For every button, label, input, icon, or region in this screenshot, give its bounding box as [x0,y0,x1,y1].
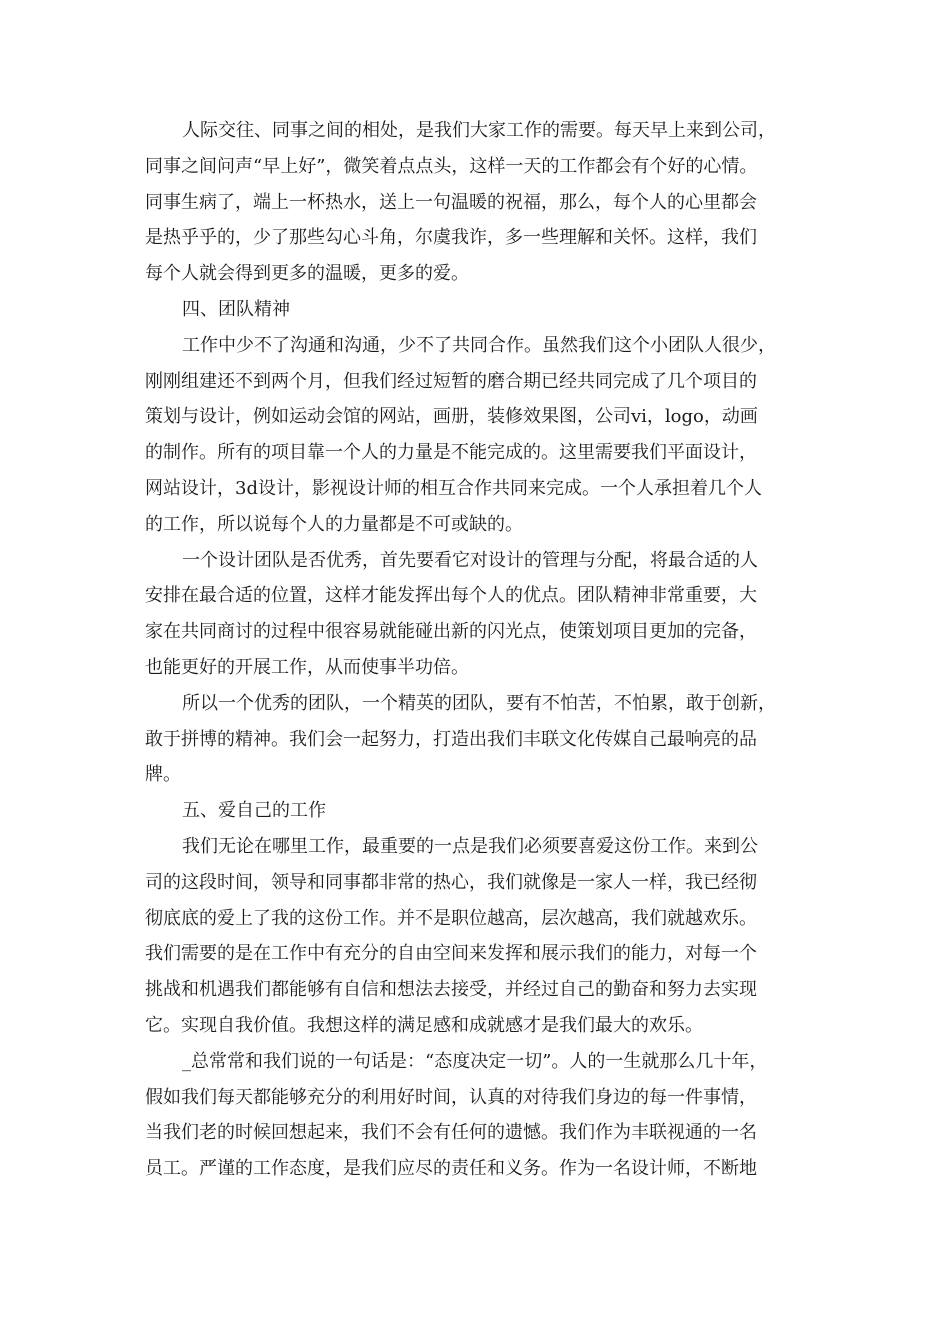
paragraph-line: 同事生病了，端上一杯热水，送上一句温暖的祝福，那么，每个人的心里都会 [145,191,757,213]
paragraph-line: 网站设计，3d设计，影视设计师的相互合作共同来完成。一个人承担着几个人 [145,477,762,499]
paragraph-line: 工作中少不了沟通和沟通，少不了共同合作。虽然我们这个小团队人很少， [182,334,776,356]
paragraph-line: 刚刚组建还不到两个月，但我们经过短暂的磨合期已经共同完成了几个项目的 [145,370,757,392]
paragraph-line: 我们需要的是在工作中有充分的自由空间来发挥和展示我们的能力，对每一个 [145,943,757,965]
paragraph-line: 的制作。所有的项目靠一个人的力量是不能完成的。这里需要我们平面设计， [145,442,757,464]
paragraph-line: 一个设计团队是否优秀，首先要看它对设计的管理与分配，将最合适的人 [182,549,758,571]
paragraph-line: 我们无论在哪里工作，最重要的一点是我们必须要喜爱这份工作。来到公 [182,835,758,857]
paragraph-line: 牌。 [145,764,181,786]
paragraph-line: 每个人就会得到更多的温暖，更多的爱。 [145,263,469,285]
paragraph-line: 员工。严谨的工作态度，是我们应尽的责任和义务。作为一名设计师，不断地 [145,1158,757,1180]
paragraph-line: 是热乎乎的，少了那些勾心斗角，尔虞我诈，多一些理解和关怀。这样，我们 [145,227,757,249]
document-body [145,118,815,1192]
paragraph-line: 假如我们每天都能够充分的利用好时间，认真的对待我们身边的每一件事情， [145,1086,757,1108]
paragraph-line: 挑战和机遇我们都能够有自信和想法去接受，并经过自己的勤奋和努力去实现 [145,979,757,1001]
paragraph-line: _总常常和我们说的一句话是：“态度决定一切”。人的一生就那么几十年， [182,1050,768,1072]
paragraph-line: 策划与设计，例如运动会馆的网站，画册，装修效果图，公司vi，logo，动画 [145,406,758,428]
paragraph-line: 安排在最合适的位置，这样才能发挥出每个人的优点。团队精神非常重要，大 [145,585,757,607]
paragraph-line: 司的这段时间，领导和同事都非常的热心，我们就像是一家人一样，我已经彻 [145,871,757,893]
paragraph-line: 同事之间问声“早上好”，微笑着点点头，这样一天的工作都会有个好的心情。 [145,155,758,177]
section-heading-love-your-work: 五、爱自己的工作 [182,800,326,822]
paragraph-line: 也能更好的开展工作，从而使事半功倍。 [145,656,469,678]
paragraph-line: 它。实现自我价值。我想这样的满足感和成就感才是我们最大的欢乐。 [145,1014,703,1036]
paragraph-line: 人际交往、同事之间的相处，是我们大家工作的需要。每天早上来到公司， [182,120,776,141]
paragraph-line: 所以一个优秀的团队，一个精英的团队，要有不怕苦，不怕累，敢于创新， [182,692,776,714]
paragraph-line: 的工作，所以说每个人的力量都是不可或缺的。 [145,513,523,535]
paragraph-line: 彻底底的爱上了我的这份工作。并不是职位越高，层次越高，我们就越欢乐。 [145,907,757,929]
paragraph-line: 当我们老的时候回想起来，我们不会有任何的遗憾。我们作为丰联视通的一名 [145,1122,757,1144]
paragraph-line: 敢于拼博的精神。我们会一起努力，打造出我们丰联文化传媒自己最响亮的品 [145,728,757,750]
paragraph-line: 家在共同商讨的过程中很容易就能碰出新的闪光点，使策划项目更加的完备， [145,621,757,643]
section-heading-team-spirit: 四、团队精神 [182,298,290,320]
